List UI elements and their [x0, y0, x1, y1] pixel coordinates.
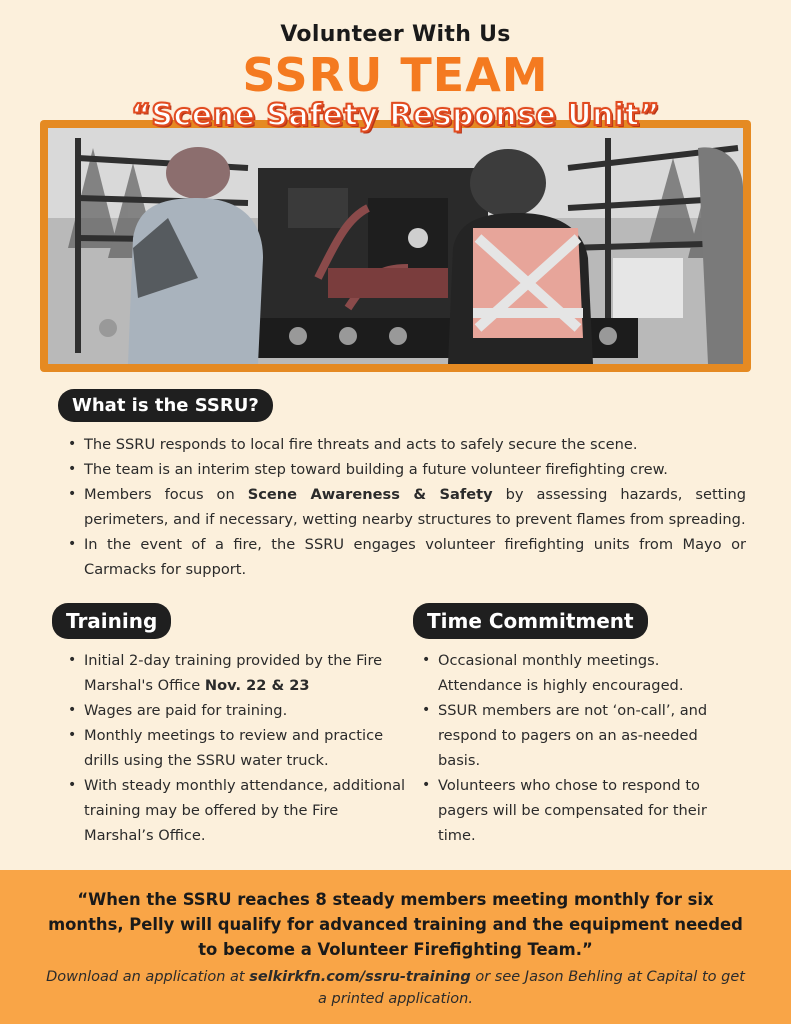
item-text: Initial 2-day training provided by the Fire Marshal's Office [84, 652, 383, 694]
training-list [66, 648, 411, 848]
download-text: or see Jason Behling at Capital to get a printed application. [318, 969, 745, 1007]
what-list [66, 432, 746, 582]
download-note [40, 966, 751, 1010]
list-item: • Volunteers who chose to respond to pagers will be compensated for their time. [420, 773, 720, 848]
item-text: by assessing hazards, setting perimeters, and if necessary, wetting nearby structures to prevent flames from spreading. [84, 486, 747, 528]
footer-quote: “When the SSRU reaches 8 steady members meeting monthly for six months, Pelly will qualify for advanced training and the equipment needed to become a Volunteer Firefighting Team.” [48, 890, 743, 959]
list-item: • Occasional monthly meetings. Attendance is highly encouraged. [420, 648, 720, 698]
list-item: • With steady monthly attendance, additional training may be offered by the Fire Marshal’s Office. [66, 773, 411, 848]
list-item: • Monthly meetings to review and practice drills using the SSRU water truck. [66, 723, 411, 773]
list-item: • In the event of a fire, the SSRU engages volunteer firefighting units from Mayo or Carmacks for support. [66, 532, 746, 582]
list-item: • Wages are paid for training. [66, 698, 411, 723]
list-item: • SSUR members are not ‘on-call’, and respond to pagers on an as-needed basis. [420, 698, 720, 773]
kicker-title: Volunteer With Us [280, 22, 511, 47]
date-text: Nov. 22 & 23 [204, 677, 310, 694]
list-item [66, 482, 746, 532]
team-title: SSRU TEAM [242, 48, 549, 102]
training-heading: Training [52, 603, 171, 639]
list-item: • The team is an interim step toward building a future volunteer firefighting crew. [66, 457, 746, 482]
page-header [0, 22, 791, 47]
time-heading: Time Commitment [413, 603, 648, 639]
unit-name: “Scene Safety Response Unit” [131, 98, 660, 133]
list-item: • The SSRU responds to local fire threats and acts to safely secure the scene. [66, 432, 746, 457]
photo-frame [40, 120, 751, 372]
item-text: Members focus on [84, 486, 248, 503]
emphasis-text: Scene Awareness & Safety [247, 486, 493, 503]
team-photo-illustration [48, 128, 743, 364]
download-text: Download an application at [46, 969, 250, 985]
what-heading: What is the SSRU? [58, 389, 273, 422]
team-photo [48, 128, 743, 364]
download-link[interactable]: selkirkfn.com/ssru-training [249, 969, 471, 985]
list-item [66, 648, 411, 698]
time-list [420, 648, 720, 848]
